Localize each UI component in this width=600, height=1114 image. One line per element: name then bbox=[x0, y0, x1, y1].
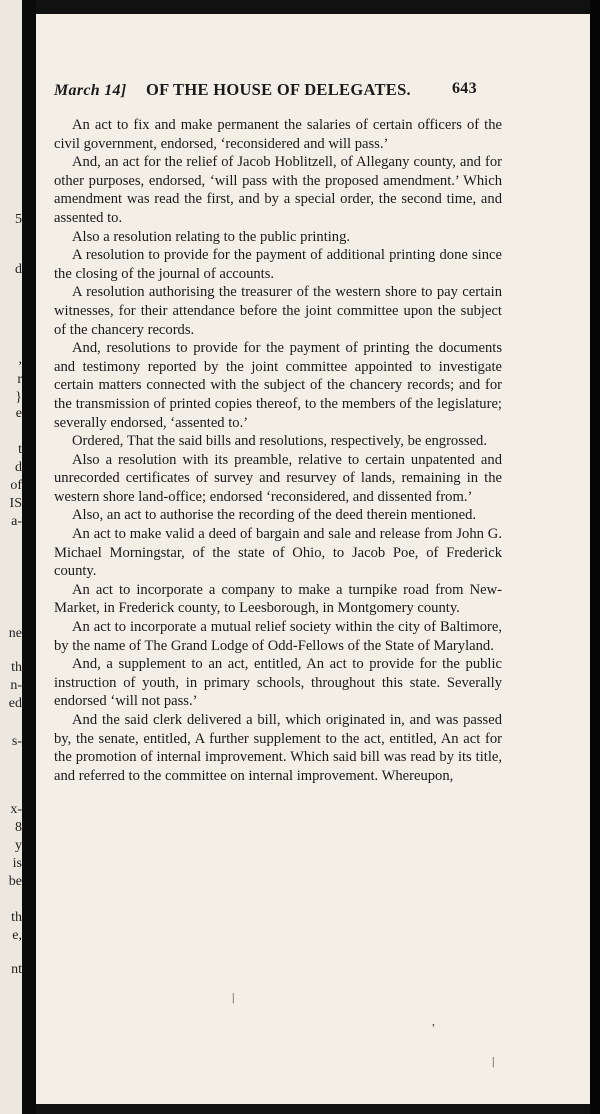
left-page-fragment: t bbox=[18, 442, 22, 457]
left-page-fragment: ed bbox=[8, 696, 22, 711]
left-page-fragment: y bbox=[15, 838, 22, 853]
left-page-fragment: d bbox=[15, 262, 22, 277]
paragraph: An act to make valid a deed of bargain and sale and release from John G. Michael Morningstar, of the state of Ohio, to Jacob Poe, of Frederick county. bbox=[54, 526, 502, 580]
left-page-fragment: 8 bbox=[15, 820, 22, 835]
paragraph: A resolution authorising the treasurer of the western shore to pay certain witnesses, for their attendance before the joint committee upon the subject of the chancery records. bbox=[54, 284, 502, 338]
left-page-fragment: ne bbox=[8, 626, 22, 641]
left-page-fragment: s- bbox=[11, 734, 22, 749]
page-body bbox=[54, 116, 502, 785]
left-page-fragment: nt bbox=[11, 962, 22, 977]
header-date: March 14] bbox=[54, 82, 127, 99]
page-number: 643 bbox=[452, 80, 477, 97]
left-page-fragment: of bbox=[10, 478, 22, 493]
left-page-fragment: r bbox=[17, 372, 22, 387]
paragraph: An act to incorporate a company to make a turnpike road from New-Market, in Frederick county, to Leesborough, in Montgomery county. bbox=[54, 581, 502, 617]
paragraph: Also a resolution with its preamble, relative to certain unpatented and unrecorded certificates of survey and resurvey of lands, remaining in the western shore land-office; endorsed ‘reconsidered, and dissented from.’ bbox=[54, 451, 502, 505]
paragraph: And, resolutions to provide for the payment of printing the documents and testimony reported by the joint committee appointed to investigate certain matters connected with the subject of the chancery records; and for the transmission of printed copies thereof, to the members of the legislature; severally endorsed, ‘assented to.’ bbox=[54, 340, 502, 431]
left-page-fragment: a- bbox=[11, 514, 22, 529]
paragraph: A resolution to provide for the payment of additional printing done since the closing of the journal of accounts. bbox=[54, 247, 502, 282]
paragraph: And the said clerk delivered a bill, which originated in, and was passed by, the senate, entitled, A further supplement to the act, entitled, An act for the promotion of internal improvement. Which said bill was read by its title, and referred to the committee on internal improvement. Whereupon, bbox=[54, 712, 502, 784]
header-title: OF THE HOUSE OF DELEGATES. bbox=[146, 80, 411, 99]
left-page-fragment: IS bbox=[9, 496, 22, 511]
running-header bbox=[54, 80, 484, 104]
left-page-fragment: th bbox=[11, 660, 22, 675]
left-page-fragment: , bbox=[18, 352, 22, 367]
left-page-fragment: e bbox=[15, 406, 22, 421]
left-page-fragment: 5 bbox=[15, 212, 22, 227]
right-page-edge bbox=[590, 0, 600, 1114]
left-page-fragment: d bbox=[15, 460, 22, 475]
left-page-fragment: be bbox=[8, 874, 22, 889]
left-page-fragment: } bbox=[15, 390, 22, 405]
paragraph: An act to fix and make permanent the salaries of certain officers of the civil government, endorsed, ‘reconsidered and will pass.’ bbox=[54, 117, 502, 152]
stray-mark: | bbox=[232, 990, 235, 1004]
left-page-edge bbox=[0, 0, 22, 1114]
stray-mark: | bbox=[492, 1054, 495, 1068]
paragraph: Also, an act to authorise the recording of the deed therein mentioned. bbox=[72, 507, 477, 524]
paragraph: Also a resolution relating to the public printing. bbox=[72, 228, 351, 245]
paragraph: Ordered, That the said bills and resolutions, respectively, be engrossed. bbox=[72, 433, 488, 450]
left-page-fragment: th bbox=[11, 910, 22, 925]
paragraph: And, a supplement to an act, entitled, An act to provide for the public instruction of youth, in primary schools, throughout this state. Severally endorsed ‘will not pass.’ bbox=[54, 656, 502, 710]
left-page-fragment: e, bbox=[12, 928, 22, 943]
book-page bbox=[36, 14, 592, 1104]
stray-mark: , bbox=[432, 1014, 435, 1028]
left-page-fragment: n- bbox=[10, 678, 22, 693]
left-page-fragment: x- bbox=[10, 802, 22, 817]
paragraph: And, an act for the relief of Jacob Hoblitzell, of Allegany county, and for other purposes, endorsed, ‘will pass with the proposed amendment.’ Which amendment was read the first, and by a special order, the second time, and assented to. bbox=[54, 154, 502, 226]
paragraph: An act to incorporate a mutual relief society within the city of Baltimore, by the name of The Grand Lodge of Odd-Fellows of the State of Maryland. bbox=[54, 619, 502, 654]
book-gutter bbox=[22, 0, 36, 1114]
left-page-fragment: is bbox=[12, 856, 22, 871]
